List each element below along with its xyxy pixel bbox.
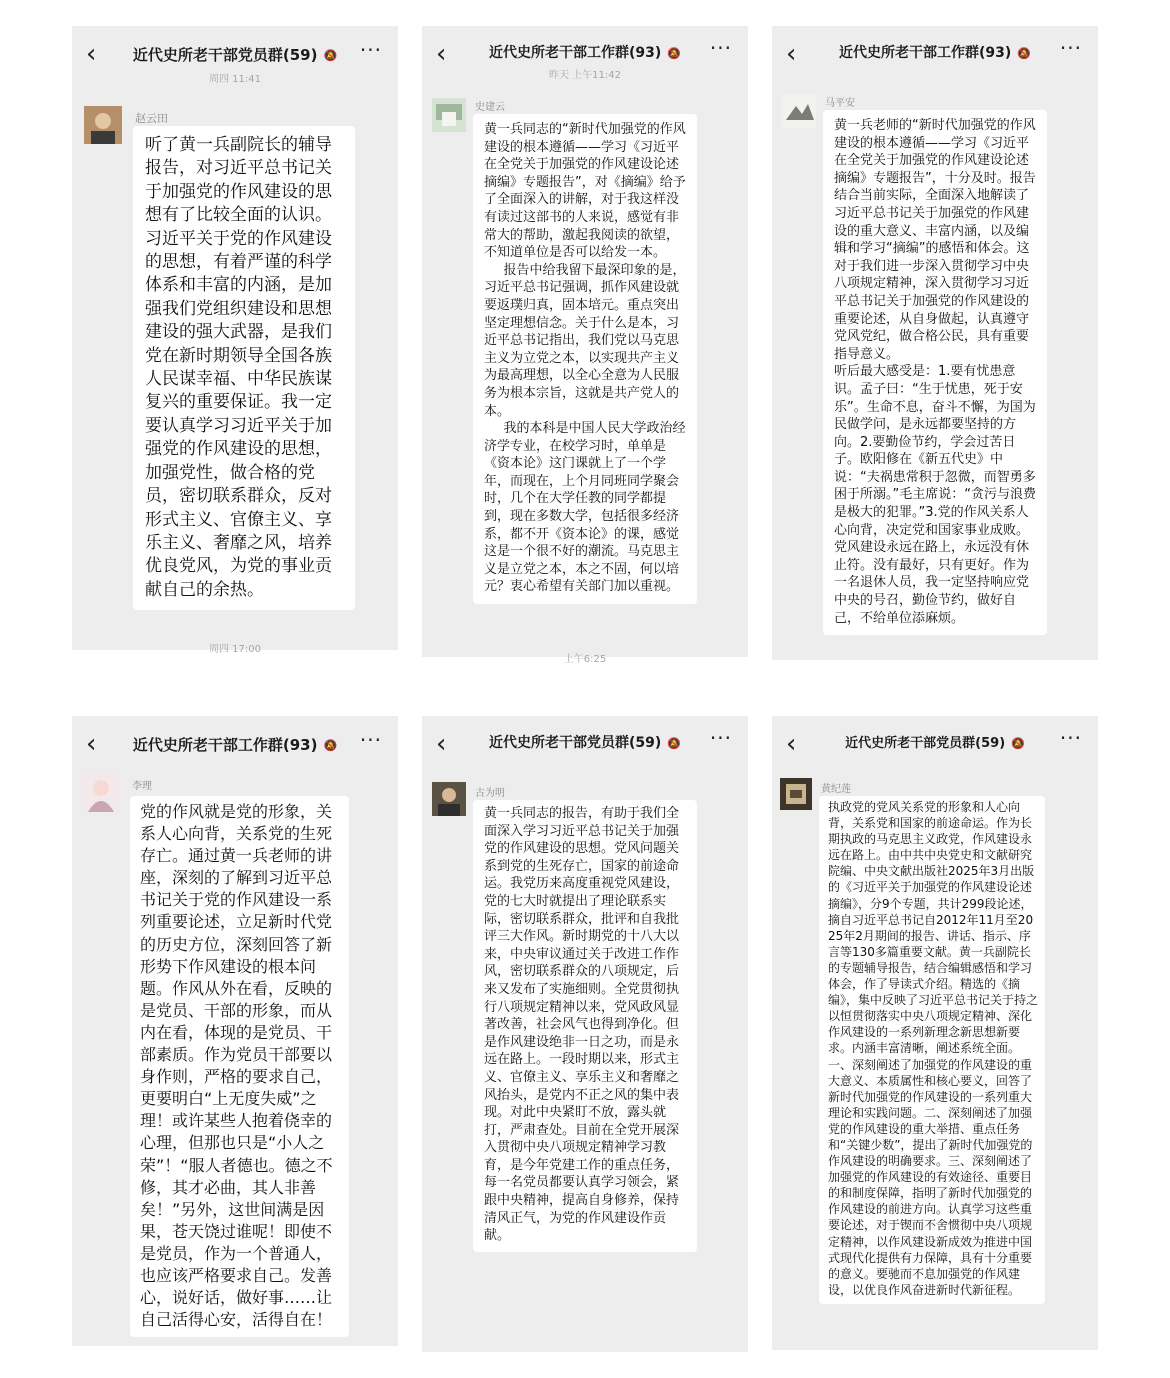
bell-mute-icon: 🔕 xyxy=(323,739,338,752)
timestamp: 上午6:25 xyxy=(563,654,607,665)
chevron-left-icon[interactable]: ‹ xyxy=(86,729,97,759)
bell-mute-icon: 🔕 xyxy=(667,46,681,60)
chat-title: 近代史所老干部工作群(93) 🔕 xyxy=(489,45,681,61)
more-dots-icon[interactable]: ··· xyxy=(359,38,382,62)
bell-mute-icon: 🔕 xyxy=(667,736,681,750)
sender-name: 赵云田 xyxy=(135,112,168,125)
chat-header xyxy=(72,716,398,774)
chat-title: 近代史所老干部党员群(59) 🔕 xyxy=(845,736,1025,751)
message-bubble[interactable] xyxy=(823,110,1047,635)
more-dots-icon[interactable]: ··· xyxy=(709,726,732,750)
avatar[interactable] xyxy=(84,106,122,144)
sender-name: 马平安 xyxy=(825,98,855,109)
message-bubble[interactable] xyxy=(473,800,697,1252)
avatar[interactable] xyxy=(780,778,812,810)
sender-name: 史建云 xyxy=(475,102,505,113)
chat-screen-4 xyxy=(72,716,398,1346)
message-text: 听后最大感受是：1.要有忧患意识。孟子曰：“生于忧患，死于安乐”。生命不息，奋斗不懈，为国为民做学问，是永远都要坚持的方向。2.要勤俭节约，学会过苦日子。欧阳修在《新五代史》中说：“夫祸患常积于忽微，而智勇多困于所溺。”毛主席说：“贪污与浪费是极大的犯罪。”3.党的作风关系人心向背，决定党和国家事业成败。党风建设永远在路上，永远没有休止符。没有最好，只有更好。作为一名退休人员，我一定坚持响应党中央的号召，勤俭节约，做好自己，不给单位添麻烦。 xyxy=(834,364,1036,626)
chat-title: 近代史所老干部党员群(59) 🔕 xyxy=(489,735,681,751)
chat-screen-6 xyxy=(772,716,1098,1350)
message-text: 党的作风就是党的形象，关系人心向背，关系党的生死存亡。通过黄一兵老师的讲座，深刻的了解到习近平总书记关于党的作风建设一系列重要论述，立足新时代党的历史方位，深刻回答了新形势下作风建设的根本问题。作风从外在看，反映的是党员、干部的形象，而从内在看，体现的是党员、干部素质。作为党员干部要以身作则，严格的要求自己，更要明白“上无度失威”之理！或许某些人抱着侥幸的心理，但那也只是“小人之荣”！“服人者德也。德之不修，其才必曲，其人非善矣！”另外，这世间满是因果，苍天饶过谁呢！即使不是党员，作为一个普通人，也应该严格要求自己。发善心，说好话，做好事……让自己活得心安，活得自在！ xyxy=(140,802,333,1330)
chevron-left-icon[interactable]: ‹ xyxy=(436,39,447,69)
more-dots-icon[interactable]: ··· xyxy=(359,728,382,752)
chat-title: 近代史所老干部工作群(93) 🔕 xyxy=(839,45,1031,61)
chat-title: 近代史所老干部党员群(59) 🔕 xyxy=(132,46,338,64)
chat-screen-1 xyxy=(72,26,398,655)
timestamp: 昨天 上午11:42 xyxy=(549,70,621,81)
chat-title: 近代史所老干部工作群(93) 🔕 xyxy=(132,736,338,754)
more-dots-icon[interactable]: ··· xyxy=(1059,726,1082,750)
avatar[interactable] xyxy=(782,94,816,128)
more-dots-icon[interactable]: ··· xyxy=(1059,36,1082,60)
message-text: 黄一兵同志的报告，有助于我们全面深入学习习近平总书记关于加强党的作风建设的思想。党风问题关系到党的生死存亡，国家的前途命运。我党历来高度重视党风建设，党的七大时就提出了理论联系实际，密切联系群众，批评和自我批评三大作风。新时期党的十八大以来，中央审议通过关于改进工作作风，密切联系群众的八项规定，后来又发布了实施细则。全党贯彻执行八项规定精神以来，党风政风显著改善，社会风气也得到净化。但是作风建设绝非一日之功，而是永远在路上。一段时期以来，形式主义、官僚主义、享乐主义和奢靡之风抬头，是党内不正之风的集中表现。对此中央紧盯不放，露头就打，严肃查处。目前在全党开展深入贯彻中央八项规定精神学习教育，是今年党建工作的重点任务，每一名党员都要认真学习领会，紧跟中央精神，提高自身修养，保持清风正气，为党的作风建设作贡献。 xyxy=(484,806,680,1244)
message-bubble[interactable] xyxy=(819,796,1045,1304)
chevron-left-icon[interactable]: ‹ xyxy=(786,39,797,69)
message-text: 听了黄一兵副院长的辅导报告，对习近平总书记关于加强党的作风建设的思想有了比较全面的认识。习近平关于党的作风建设的思想，有着严谨的科学体系和丰富的内涵，是加强我们党组织建设和思想建设的强大武器，是我们党在新时期领导全国各族人民谋幸福、中华民族谋复兴的重要保证。我一定要认真学习习近平关于加强党的作风建设的思想，加强党性，做合格的党员，密切联系群众，反对形式主义、官僚主义、享乐主义、奢靡之风，培养优良党风，为党的事业贡献自己的余热。 xyxy=(145,135,332,600)
message-text: 报告中给我留下最深印象的是，习近平总书记强调，抓作风建设就要返璞归真，固本培元。重点突出坚定理想信念。关于什么是本，习近平总书记指出，我们党以马克思主义为立党之本，以实现共产主义为最高理想，以全心全意为人民服务为根本宗旨，这就是共产党人的本。 xyxy=(484,262,686,419)
chevron-left-icon[interactable]: ‹ xyxy=(86,39,97,69)
chevron-left-icon[interactable]: ‹ xyxy=(436,729,447,759)
chat-header xyxy=(772,26,1098,84)
chat-screen-2 xyxy=(422,26,748,665)
timestamp: 周四 11:41 xyxy=(209,74,261,85)
message-bubble[interactable] xyxy=(473,114,697,604)
message-bubble[interactable] xyxy=(133,126,355,610)
sender-name: 古为明 xyxy=(475,788,505,799)
chat-screen-5 xyxy=(422,716,748,1352)
more-dots-icon[interactable]: ··· xyxy=(709,36,732,60)
sender-name: 黄纪莲 xyxy=(821,784,851,795)
message-text: 执政党的党风关系党的形象和人心向背，关系党和国家的前途命运。作为长期执政的马克思主义政党，作风建设永远在路上。由中共中央党史和文献研究院编、中央文献出版社2025年3月出版的《习近平关于加强党的作风建设论述摘编》，分9个专题，共计299段论述，摘自习近平总书记自2012年11月至2025年2月期间的报告、讲话、指示、序言等130多篇重要文献。黄一兵副院长的专题辅导报告，结合编辑感悟和学习体会，作了导读式介绍。精选的《摘编》，集中反映了习近平总书记关于持之以恒贯彻落实中央八项规定精神、深化作风建设的一系列新理念新思想新要求。内涵丰富清晰，阐述系统全面。一、深刻阐述了加强党的作风建设的重大意义、本质属性和核心要义，回答了新时代加强党的作风建设的一系列重大理论和实践问题。二、深刻阐述了加强党的作风建设的重大举措、重点任务和“关键少数”，提出了新时代加强党的作风建设的明确要求。三、深刻阐述了加强党的作风建设的有效途径、重要目的和制度保障，指明了新时代加强党的作风建设的前进方向。认真学习这些重要论述，对于锲而不舍惯彻中央八项规定精神，以作风建设新成效为推进中国式现代化提供有力保障，具有十分重要的意义。要驰而不息加强党的作风建设，以优良作风奋进新时代新征程。 xyxy=(828,800,1039,1297)
timestamp: 周四 17:00 xyxy=(209,644,261,655)
message-text: 我的本科是中国人民大学政治经济学专业，在校学习时，单单是《资本论》这门课就上了一个学年，而现在，上个月同班同学聚会时，几个在大学任教的同学都提到，现在多数大学，包括很多经济系，都不开《资本论》的课，感觉这是一个很不好的潮流。马克思主义是立党之本，本之不固，何以培元？衷心希望有关部门加以重视。 xyxy=(484,421,686,595)
avatar[interactable] xyxy=(432,782,466,816)
avatar[interactable] xyxy=(82,774,120,812)
sender-name: 李理 xyxy=(132,781,152,792)
chevron-left-icon[interactable]: ‹ xyxy=(786,729,797,759)
message-bubble[interactable] xyxy=(130,796,349,1337)
chat-screen-3 xyxy=(772,26,1098,660)
message-text: 黄一兵同志的“新时代加强党的作风建设的根本遵循——学习《习近平在全党关于加强党的作风建设论述摘编》专题报告”，对《摘编》给予了全面深入的讲解，对于我这样没有读过这部书的人来说，感觉有非常大的帮助，激起我阅读的欲望，不知道单位是否可以给发一本。 xyxy=(484,122,686,261)
bell-mute-icon: 🔕 xyxy=(323,49,338,62)
chat-header xyxy=(772,716,1098,774)
bell-mute-icon: 🔕 xyxy=(1017,46,1031,60)
bell-mute-icon: 🔕 xyxy=(1011,737,1025,750)
avatar[interactable] xyxy=(432,98,466,132)
message-text: 黄一兵老师的“新时代加强党的作风建设的根本遵循——学习《习近平在全党关于加强党的作风建设论述摘编》专题报告”，十分及时。报告结合当前实际，全面深入地解读了习近平总书记关于加强党的作风建设的重大意义、丰富内涵，以及编辑和学习“摘编”的感悟和体会。这对于我们进一步深入贯彻学习中央八项规定精神，深入贯彻学习习近平总书记关于加强党的作风建设的重要论述，从自身做起，认真遵守党风党纪，做合格公民，具有重要指导意义。 xyxy=(834,118,1036,362)
chat-header xyxy=(422,716,748,774)
